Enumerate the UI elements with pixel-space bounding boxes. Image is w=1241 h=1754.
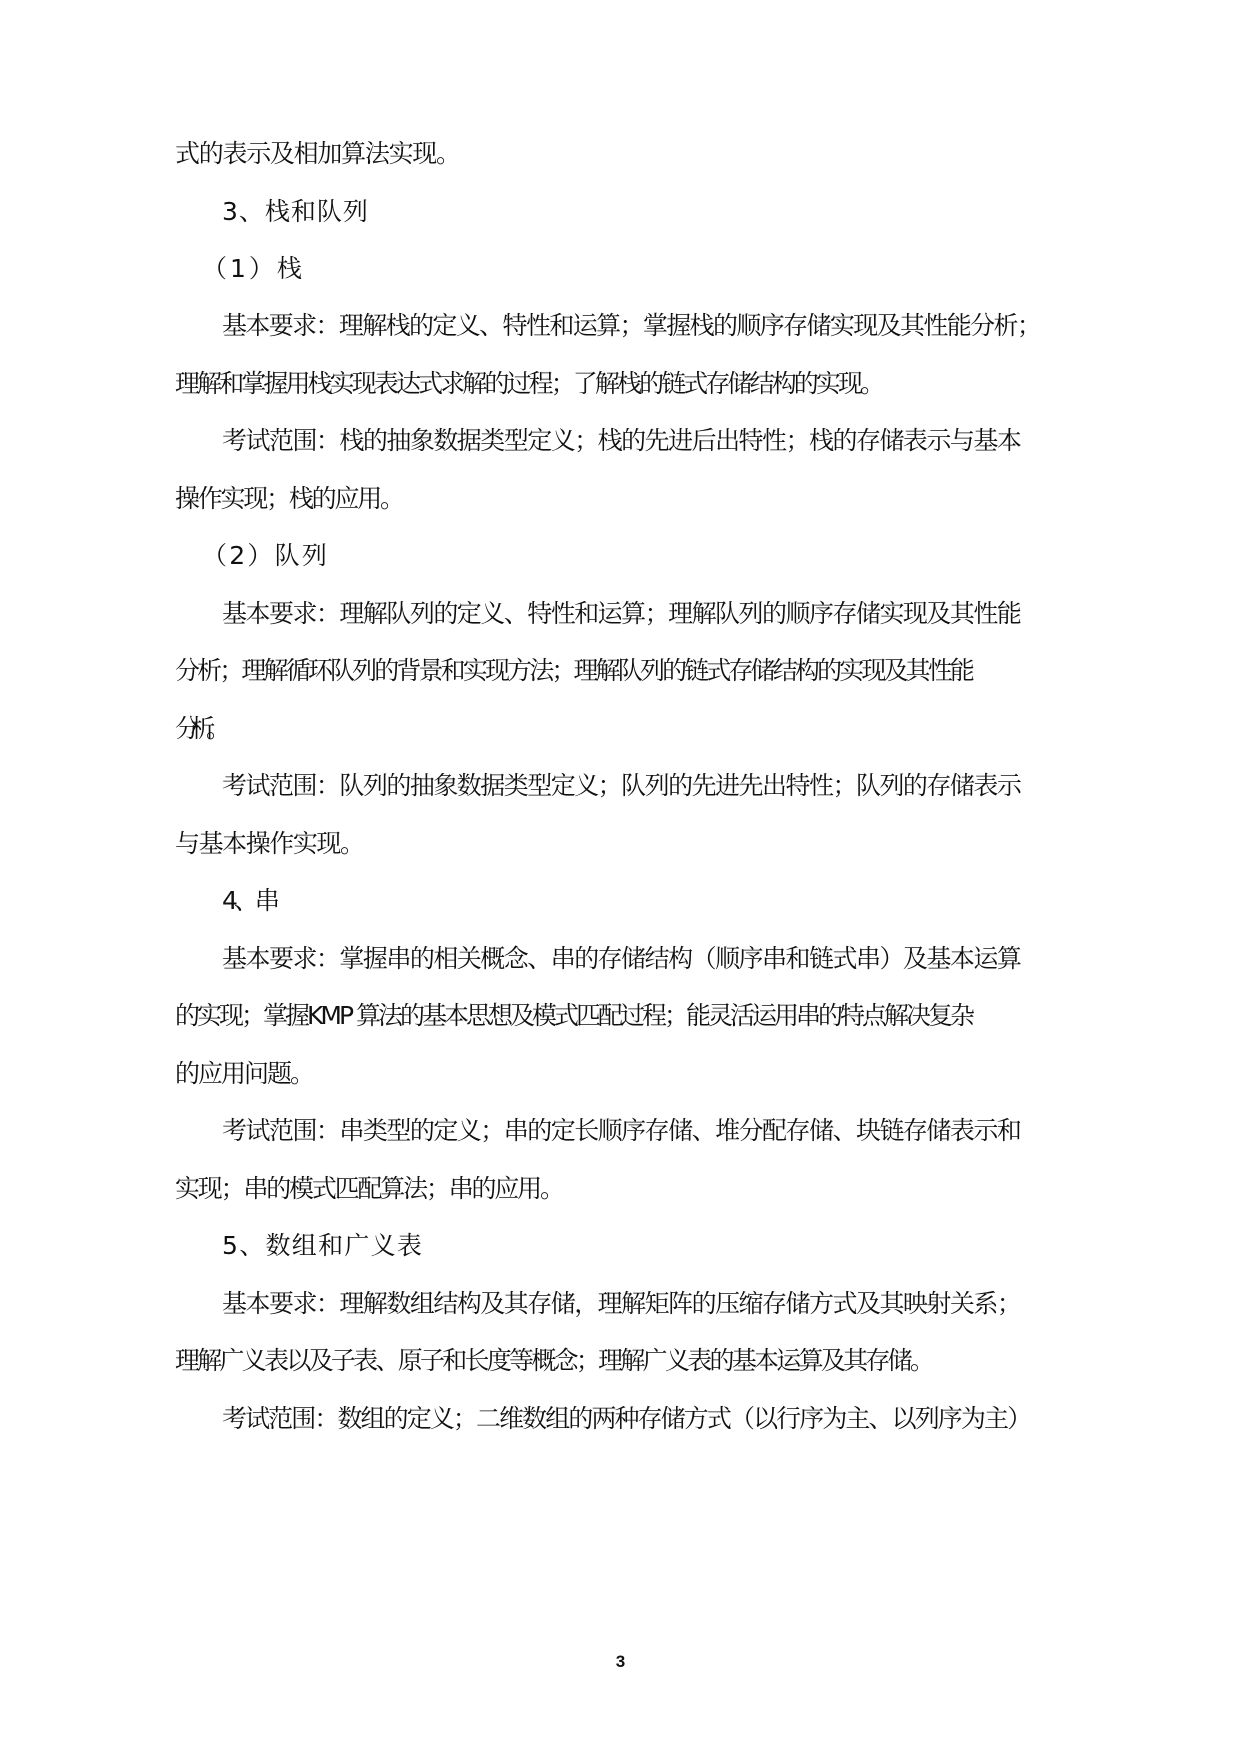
subsection-heading-stack: （1）栈 xyxy=(202,254,305,283)
text-line: 分析。 xyxy=(175,714,222,743)
text-line: 基本要求：理解队列的定义、特性和运算；理解队列的顺序存储实现及其性能 xyxy=(222,599,1021,628)
section-heading-array: 5、数组和广义表 xyxy=(222,1231,424,1260)
text-line: 操作实现；栈的应用。 xyxy=(175,484,403,513)
text-line: 基本要求：理解栈的定义、特性和运算；掌握栈的顺序存储实现及其性能分析； xyxy=(222,311,1041,340)
section-heading-string: 4、串 xyxy=(222,886,276,915)
section-heading-stack-queue: 3、栈和队列 xyxy=(222,197,369,226)
text-line: 理解和掌握用栈实现表达式求解的过程；了解栈的链式存储结构的实现。 xyxy=(175,369,883,398)
text-line: 考试范围：串类型的定义；串的定长顺序存储、堆分配存储、块链存储表示和 xyxy=(222,1116,1021,1145)
text-line: 理解广义表以及子表、原子和长度等概念；理解广义表的基本运算及其存储。 xyxy=(175,1346,933,1375)
text-line: 分析；理解循环队列的背景和实现方法；理解队列的链式存储结构的实现及其性能 xyxy=(175,656,973,685)
text-line: 的实现；掌握KMP 算法的基本思想及模式匹配过程；能灵活运用串的特点解决复杂 xyxy=(175,1001,972,1030)
text-line: 与基本操作实现。 xyxy=(175,829,364,858)
text-line: 考试范围：栈的抽象数据类型定义；栈的先进后出特性；栈的存储表示与基本 xyxy=(222,426,1021,455)
text-line: 式的表示及相加算法实现。 xyxy=(175,139,460,168)
text-line: 考试范围：数组的定义；二维数组的两种存储方式（以行序为主、以列序为主） xyxy=(222,1404,1031,1433)
text-line: 的应用问题。 xyxy=(175,1059,314,1088)
page-number: 3 xyxy=(615,1652,626,1671)
text-line: 基本要求：理解数组结构及其存储，理解矩阵的压缩存储方式及其映射关系； xyxy=(222,1289,1021,1318)
text-line: 基本要求：掌握串的相关概念、串的存储结构（顺序串和链式串）及基本运算 xyxy=(222,944,1021,973)
subsection-heading-queue: （2）队列 xyxy=(202,541,330,570)
text-line: 实现；串的模式匹配算法；串的应用。 xyxy=(175,1174,563,1203)
text-line: 考试范围：队列的抽象数据类型定义；队列的先进先出特性；队列的存储表示 xyxy=(222,771,1021,800)
